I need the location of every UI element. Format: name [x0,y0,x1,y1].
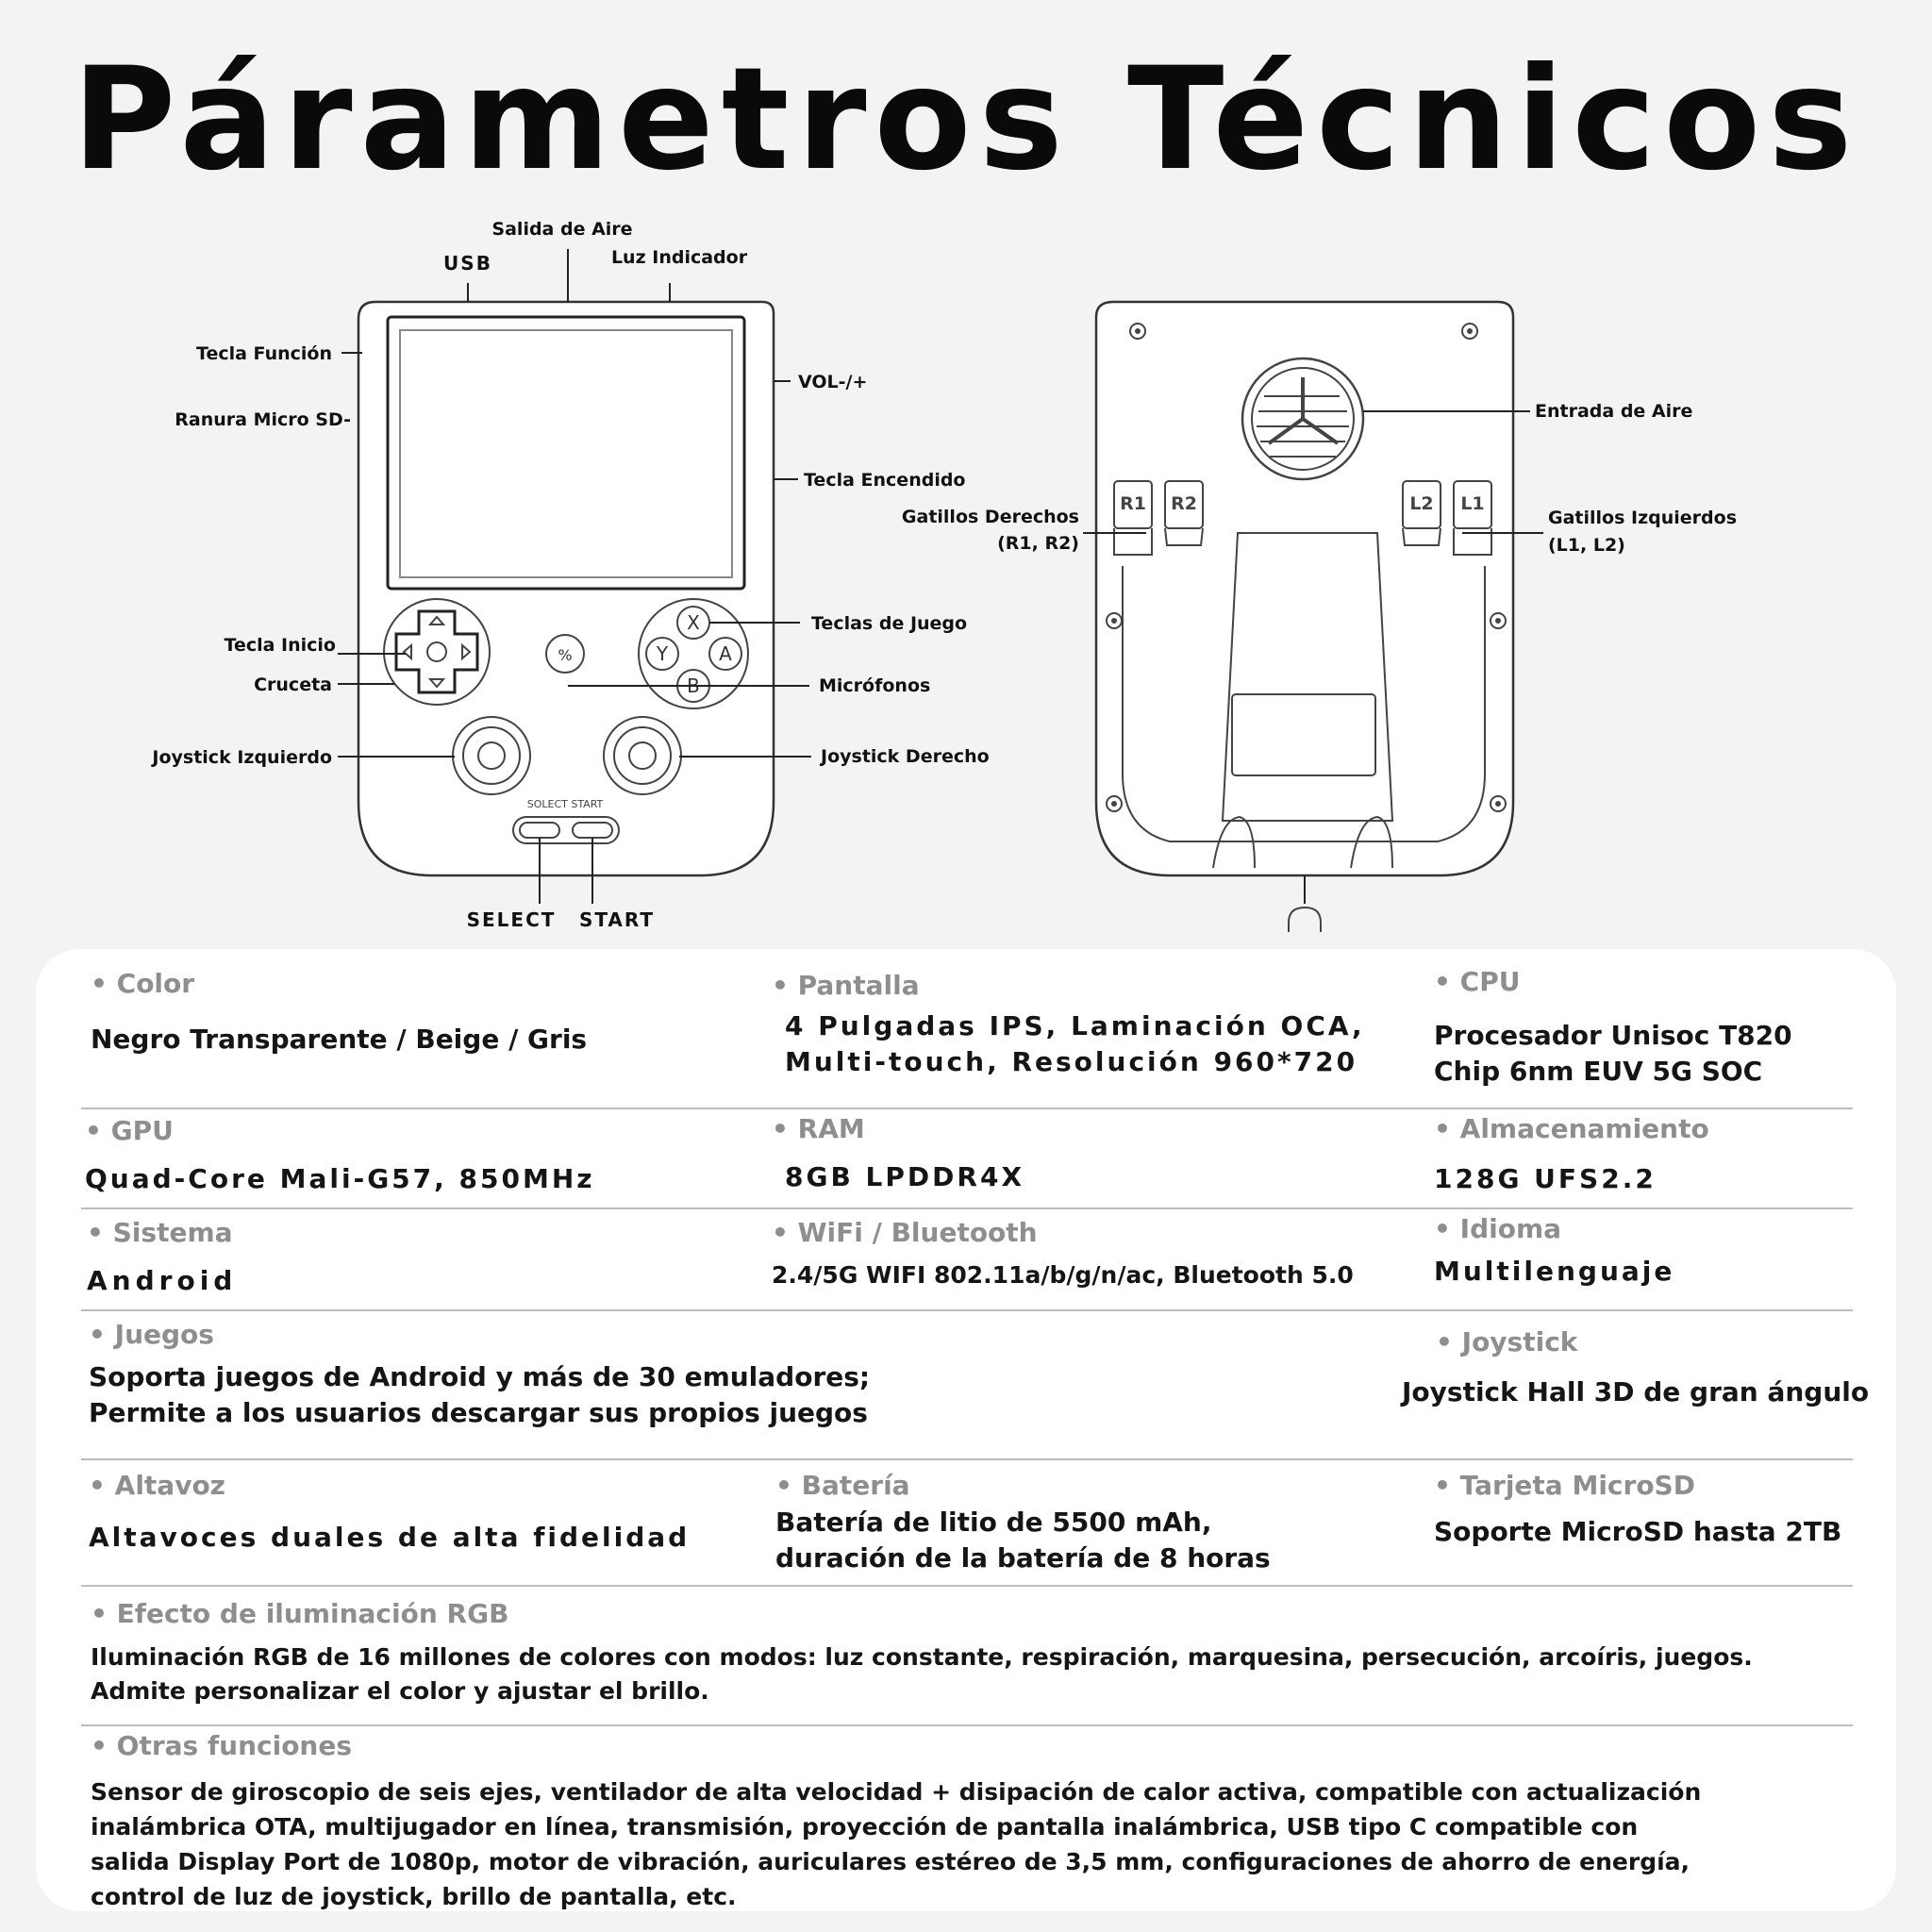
label-luz-indicador: Luz Indicador [610,247,748,268]
r1-label: R1 [1120,493,1146,514]
spec-wifi [772,1217,1413,1293]
spec-label: • Sistema [87,1217,233,1248]
spec-color [91,968,751,1058]
label-microfonos: Micrófonos [819,675,931,696]
headphone-jack-icon [1289,875,1321,932]
row-divider [81,1585,1853,1587]
spec-cpu [1434,966,1887,1090]
button-b-label: B [687,675,700,697]
row-divider [81,1108,1853,1109]
svg-text:%: % [558,646,573,664]
spec-value: Altavoces duales de alta fidelidad [89,1522,691,1553]
label-cruceta: Cruceta [254,675,332,695]
spec-gpu [85,1115,745,1197]
spec-value-line2: inalámbrica OTA, multijugador en línea, transmisión, proyección de pantalla inalámbrica, USB tipo C compatible con [91,1813,1639,1840]
spec-rgb [91,1598,1902,1708]
spec-otras-funciones [91,1730,1902,1914]
spec-value-line1: Soporta juegos de Android y más de 30 emuladores; [89,1361,871,1392]
spec-microsd [1434,1470,1887,1550]
spec-value-line1: Sensor de giroscopio de seis ejes, ventilador de alta velocidad + disipación de calor activa, compatible con actualización [91,1778,1702,1806]
spec-label: • Efecto de iluminación RGB [91,1598,509,1629]
label-vol: VOL-/+ [798,372,868,392]
row-divider [81,1208,1853,1209]
label-ranura-sd: Ranura Micro SD- [175,409,351,430]
label-joystick-izquierdo: Joystick Izquierdo [152,747,332,768]
spec-value-line1: Procesador Unisoc T820 [1434,1020,1792,1051]
spec-value: 8GB LPDDR4X [785,1161,1025,1192]
dpad-icon [384,599,490,705]
label-gatillos-derechos: Gatillos Derechos [901,507,1079,527]
row-divider [81,1309,1853,1311]
button-a-label: A [719,642,732,665]
spec-label: • Almacenamiento [1434,1113,1709,1144]
device-diagram [0,0,1932,953]
spec-value-line3: salida Display Port de 1080p, motor de vibración, auriculares estéreo de 3,5 mm, configuraciones de ahorro de energía, [91,1848,1690,1875]
l2-label: L2 [1409,493,1434,514]
spec-ram [772,1113,1375,1195]
spec-label: • Tarjeta MicroSD [1434,1470,1695,1501]
spec-label: • Idioma [1434,1213,1562,1244]
spec-value: Soporte MicroSD hasta 2TB [1434,1516,1842,1547]
spec-bateria [775,1470,1398,1576]
spec-value-line2: Admite personalizar el color y ajustar el brillo. [91,1677,709,1705]
spec-value: 2.4/5G WIFI 802.11a/b/g/n/ac, Bluetooth 5.0 [772,1261,1354,1289]
back-view [902,302,1737,932]
spec-value-line2: Multi-touch, Resolución 960*720 [785,1046,1358,1077]
spec-label: • Altavoz [89,1470,225,1501]
page-title: Párametros Técnicos [72,38,1860,202]
spec-value: Negro Transparente / Beige / Gris [91,1024,588,1055]
spec-label: • Batería [775,1470,910,1501]
spec-label: • RAM [772,1113,865,1144]
spec-value: Multilenguaje [1434,1256,1675,1287]
button-y-label: Y [656,642,669,665]
select-start-silk: SOLECT START [526,798,604,810]
spec-value: 128G UFS2.2 [1434,1163,1657,1194]
label-joystick-derecho: Joystick Derecho [821,746,990,767]
spec-pantalla [772,970,1375,1080]
spec-label: • WiFi / Bluetooth [772,1217,1038,1248]
label-start: START [578,908,656,931]
spec-value: Android [87,1265,238,1296]
spec-idioma [1434,1213,1887,1290]
label-gatillos-izquierdos-sub: (L1, L2) [1548,535,1625,556]
air-intake-icon [1242,358,1363,479]
label-teclas-juego: Teclas de Juego [811,613,968,634]
label-tecla-encendido: Tecla Encendido [804,470,966,491]
label-gatillos-derechos-sub: (R1, R2) [997,533,1079,554]
label-select: SELECT [466,908,557,931]
label-salida-aire: Salida de Aire [491,219,633,240]
row-divider [81,1458,1853,1460]
front-view [150,219,989,931]
spec-juegos [89,1319,1277,1431]
spec-label: • Otras funciones [91,1730,353,1761]
spec-almacenamiento [1434,1113,1887,1197]
spec-value: Quad-Core Mali-G57, 850MHz [85,1163,595,1194]
spec-value-line2: Permite a los usuarios descargar sus propios juegos [89,1397,868,1428]
spec-sistema [87,1217,747,1299]
label-tecla-inicio: Tecla Inicio [224,635,336,656]
spec-joystick [1402,1326,1892,1410]
label-gatillos-izquierdos: Gatillos Izquierdos [1548,508,1738,528]
spec-value: Joystick Hall 3D de gran ángulo [1402,1376,1870,1407]
label-tecla-funcion: Tecla Función [196,343,332,364]
spec-label: • CPU [1434,966,1521,997]
r2-label: R2 [1171,493,1197,514]
spec-label: • Color [91,968,195,999]
label-usb: USB [443,252,492,275]
spec-label: • Joystick [1436,1326,1578,1357]
spec-label: • Juegos [89,1319,214,1350]
spec-value-line1: Batería de litio de 5500 mAh, [775,1507,1212,1538]
spec-label: • GPU [85,1115,174,1146]
spec-value-line2: duración de la batería de 8 horas [775,1542,1271,1574]
spec-label: • Pantalla [772,970,920,1001]
spec-value-line1: 4 Pulgadas IPS, Laminación OCA, [785,1010,1365,1041]
label-entrada-aire: Entrada de Aire [1535,401,1693,422]
button-x-label: X [687,611,700,634]
row-divider [81,1724,1853,1726]
spec-value-line1: Iluminación RGB de 16 millones de colores con modos: luz constante, respiración, marquesina, persecución, arcoíris, juegos. [91,1643,1753,1671]
spec-value-line2: Chip 6nm EUV 5G SOC [1434,1056,1763,1087]
l1-label: L1 [1460,493,1485,514]
spec-value-line4: control de luz de joystick, brillo de pantalla, etc. [91,1883,737,1910]
spec-altavoz [89,1470,768,1556]
